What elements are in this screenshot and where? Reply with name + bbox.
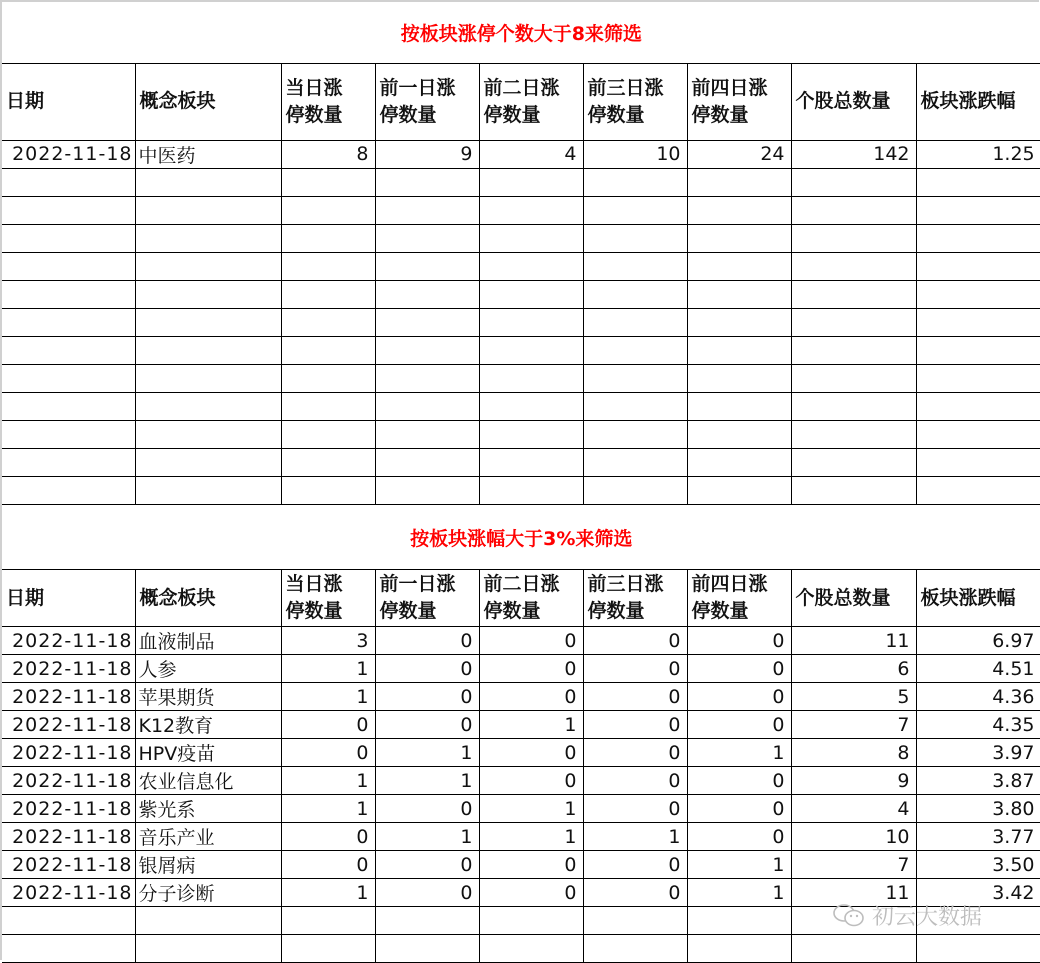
cell-d1[interactable]: 0	[375, 627, 479, 655]
empty-cell[interactable]	[916, 476, 1040, 504]
table-gain-filter	[2, 504, 1040, 963]
cell-d1[interactable]: 0	[375, 655, 479, 683]
cell-today[interactable]: 0	[281, 739, 375, 767]
cell-d2[interactable]: 0	[479, 683, 583, 711]
empty-cell[interactable]	[687, 196, 791, 224]
cell-change[interactable]: 1.25	[916, 140, 1040, 168]
cell-sector[interactable]: 银屑病	[135, 851, 281, 879]
cell-today[interactable]: 0	[281, 711, 375, 739]
cell-total[interactable]: 8	[791, 739, 916, 767]
empty-cell[interactable]	[2, 168, 135, 196]
empty-cell[interactable]	[687, 448, 791, 476]
cell-sector[interactable]: 中医药	[135, 140, 281, 168]
empty-cell[interactable]	[583, 364, 687, 392]
empty-cell[interactable]	[916, 420, 1040, 448]
cell-total[interactable]: 11	[791, 627, 916, 655]
cell-today[interactable]: 1	[281, 655, 375, 683]
empty-cell[interactable]	[479, 308, 583, 336]
empty-cell[interactable]	[479, 196, 583, 224]
empty-cell[interactable]	[135, 224, 281, 252]
empty-cell[interactable]	[135, 196, 281, 224]
empty-cell[interactable]	[2, 476, 135, 504]
cell-d3[interactable]: 0	[583, 739, 687, 767]
empty-cell[interactable]	[479, 224, 583, 252]
empty-cell[interactable]	[281, 168, 375, 196]
table-row	[2, 767, 1040, 795]
cell-date[interactable]: 2022-11-18	[2, 879, 135, 907]
empty-cell[interactable]	[583, 252, 687, 280]
header-sector: 概念板块	[135, 570, 281, 627]
table2-header-row	[2, 570, 1040, 627]
cell-d1[interactable]: 1	[375, 767, 479, 795]
empty-cell[interactable]	[479, 336, 583, 364]
empty-cell[interactable]	[916, 392, 1040, 420]
cell-d2[interactable]: 0	[479, 879, 583, 907]
empty-cell[interactable]	[2, 364, 135, 392]
table-row	[2, 795, 1040, 823]
empty-cell[interactable]	[479, 420, 583, 448]
cell-d3[interactable]: 0	[583, 767, 687, 795]
empty-cell[interactable]	[916, 448, 1040, 476]
empty-row	[2, 448, 1040, 476]
empty-cell[interactable]	[687, 168, 791, 196]
cell-d4[interactable]: 0	[687, 795, 791, 823]
header-d2-limitup: 前二日涨 停数量	[479, 570, 583, 627]
cell-sector[interactable]: 人参	[135, 655, 281, 683]
empty-cell[interactable]	[281, 392, 375, 420]
empty-cell[interactable]	[479, 252, 583, 280]
empty-cell[interactable]	[375, 280, 479, 308]
cell-d4[interactable]: 1	[687, 739, 791, 767]
cell-total[interactable]: 9	[791, 767, 916, 795]
empty-cell[interactable]	[479, 935, 583, 963]
empty-cell[interactable]	[281, 280, 375, 308]
cell-today[interactable]: 0	[281, 851, 375, 879]
empty-cell[interactable]	[916, 252, 1040, 280]
empty-cell[interactable]	[135, 364, 281, 392]
empty-cell[interactable]	[375, 392, 479, 420]
cell-sector[interactable]: 农业信息化	[135, 767, 281, 795]
empty-cell[interactable]	[916, 364, 1040, 392]
empty-cell[interactable]	[687, 420, 791, 448]
empty-cell[interactable]	[791, 280, 916, 308]
cell-sector[interactable]: 紫光系	[135, 795, 281, 823]
cell-total[interactable]: 7	[791, 711, 916, 739]
empty-cell[interactable]	[583, 392, 687, 420]
cell-date[interactable]: 2022-11-18	[2, 767, 135, 795]
header-today-limitup: 当日涨 停数量	[281, 63, 375, 140]
table1-body	[2, 140, 1040, 504]
empty-cell[interactable]	[375, 448, 479, 476]
cell-d4[interactable]: 0	[687, 627, 791, 655]
empty-cell[interactable]	[916, 196, 1040, 224]
cell-d4[interactable]: 0	[687, 711, 791, 739]
cell-d3[interactable]: 0	[583, 795, 687, 823]
cell-date[interactable]: 2022-11-18	[2, 739, 135, 767]
cell-sector[interactable]: 音乐产业	[135, 823, 281, 851]
empty-cell[interactable]	[2, 448, 135, 476]
table-limit-up-filter	[2, 2, 1040, 505]
empty-cell[interactable]	[791, 907, 916, 935]
empty-cell[interactable]	[2, 224, 135, 252]
cell-d3[interactable]: 0	[583, 655, 687, 683]
empty-cell[interactable]	[281, 364, 375, 392]
cell-date[interactable]: 2022-11-18	[2, 711, 135, 739]
cell-today[interactable]: 8	[281, 140, 375, 168]
cell-change[interactable]: 3.80	[916, 795, 1040, 823]
empty-row	[2, 196, 1040, 224]
cell-change[interactable]: 3.50	[916, 851, 1040, 879]
cell-d4[interactable]: 1	[687, 851, 791, 879]
empty-cell[interactable]	[583, 224, 687, 252]
header-d3-limitup: 前三日涨 停数量	[583, 570, 687, 627]
empty-cell[interactable]	[916, 280, 1040, 308]
empty-cell[interactable]	[791, 168, 916, 196]
cell-d1[interactable]: 1	[375, 739, 479, 767]
empty-cell[interactable]	[687, 280, 791, 308]
cell-sector[interactable]: 苹果期货	[135, 683, 281, 711]
empty-cell[interactable]	[583, 196, 687, 224]
empty-cell[interactable]	[479, 280, 583, 308]
empty-cell[interactable]	[135, 336, 281, 364]
header-d1-limitup: 前一日涨 停数量	[375, 570, 479, 627]
cell-change[interactable]: 4.35	[916, 711, 1040, 739]
empty-cell[interactable]	[583, 336, 687, 364]
empty-cell[interactable]	[281, 336, 375, 364]
cell-date[interactable]: 2022-11-18	[2, 795, 135, 823]
cell-sector[interactable]: K12教育	[135, 711, 281, 739]
empty-cell[interactable]	[281, 252, 375, 280]
cell-today[interactable]: 1	[281, 795, 375, 823]
empty-cell[interactable]	[791, 224, 916, 252]
cell-change[interactable]: 3.77	[916, 823, 1040, 851]
empty-cell[interactable]	[375, 224, 479, 252]
empty-cell[interactable]	[135, 252, 281, 280]
empty-cell[interactable]	[135, 280, 281, 308]
empty-cell[interactable]	[2, 252, 135, 280]
empty-cell[interactable]	[583, 476, 687, 504]
cell-d1[interactable]: 0	[375, 851, 479, 879]
empty-cell[interactable]	[583, 907, 687, 935]
cell-date[interactable]: 2022-11-18	[2, 655, 135, 683]
empty-cell[interactable]	[2, 392, 135, 420]
empty-cell[interactable]	[791, 392, 916, 420]
table-row	[2, 711, 1040, 739]
table-row	[2, 879, 1040, 907]
empty-cell[interactable]	[135, 392, 281, 420]
empty-cell[interactable]	[791, 364, 916, 392]
cell-change[interactable]: 3.42	[916, 879, 1040, 907]
table1-header-row	[2, 63, 1040, 140]
header-sector-change: 板块涨跌幅	[916, 570, 1040, 627]
empty-cell[interactable]	[2, 935, 135, 963]
header-d2-limitup: 前二日涨 停数量	[479, 63, 583, 140]
empty-cell[interactable]	[916, 308, 1040, 336]
empty-row	[2, 252, 1040, 280]
cell-date[interactable]: 2022-11-18	[2, 823, 135, 851]
cell-d3[interactable]: 0	[583, 879, 687, 907]
cell-d1[interactable]: 9	[375, 140, 479, 168]
empty-cell[interactable]	[687, 364, 791, 392]
header-d4-limitup: 前四日涨 停数量	[687, 63, 791, 140]
cell-total[interactable]: 11	[791, 879, 916, 907]
empty-row	[2, 476, 1040, 504]
empty-cell[interactable]	[2, 420, 135, 448]
cell-change[interactable]: 4.51	[916, 655, 1040, 683]
empty-row	[2, 364, 1040, 392]
empty-cell[interactable]	[375, 420, 479, 448]
cell-sector[interactable]: HPV疫苗	[135, 739, 281, 767]
empty-cell[interactable]	[916, 168, 1040, 196]
cell-sector[interactable]: 血液制品	[135, 627, 281, 655]
table-row	[2, 823, 1040, 851]
empty-cell[interactable]	[281, 907, 375, 935]
empty-cell[interactable]	[135, 907, 281, 935]
empty-cell[interactable]	[375, 336, 479, 364]
empty-cell[interactable]	[375, 196, 479, 224]
cell-d2[interactable]: 1	[479, 823, 583, 851]
cell-d3[interactable]: 0	[583, 627, 687, 655]
cell-d3[interactable]: 0	[583, 851, 687, 879]
header-date: 日期	[2, 570, 135, 627]
empty-cell[interactable]	[135, 935, 281, 963]
empty-cell[interactable]	[583, 935, 687, 963]
empty-cell[interactable]	[479, 476, 583, 504]
empty-cell[interactable]	[791, 308, 916, 336]
cell-d2[interactable]: 0	[479, 655, 583, 683]
empty-cell[interactable]	[375, 935, 479, 963]
cell-total[interactable]: 5	[791, 683, 916, 711]
cell-change[interactable]: 6.97	[916, 627, 1040, 655]
cell-d4[interactable]: 0	[687, 683, 791, 711]
cell-total[interactable]: 142	[791, 140, 916, 168]
empty-cell[interactable]	[791, 336, 916, 364]
empty-cell[interactable]	[281, 476, 375, 504]
watermark-text: 初云大数据	[872, 905, 983, 930]
empty-cell[interactable]	[135, 448, 281, 476]
cell-date[interactable]: 2022-11-18	[2, 627, 135, 655]
header-total-stocks: 个股总数量	[791, 570, 916, 627]
header-d1-limitup: 前一日涨 停数量	[375, 63, 479, 140]
cell-d2[interactable]: 0	[479, 739, 583, 767]
empty-cell[interactable]	[479, 364, 583, 392]
table-row	[2, 655, 1040, 683]
cell-d4[interactable]: 0	[687, 655, 791, 683]
empty-row	[2, 308, 1040, 336]
empty-cell[interactable]	[135, 476, 281, 504]
empty-cell[interactable]	[375, 907, 479, 935]
cell-total[interactable]: 4	[791, 795, 916, 823]
table-row	[2, 851, 1040, 879]
cell-d1[interactable]: 0	[375, 795, 479, 823]
cell-d3[interactable]: 0	[583, 683, 687, 711]
empty-cell[interactable]	[375, 476, 479, 504]
cell-d2[interactable]: 4	[479, 140, 583, 168]
empty-cell[interactable]	[281, 196, 375, 224]
empty-cell[interactable]	[135, 168, 281, 196]
cell-d2[interactable]: 0	[479, 627, 583, 655]
empty-cell[interactable]	[375, 168, 479, 196]
empty-cell[interactable]	[583, 280, 687, 308]
empty-cell[interactable]	[583, 448, 687, 476]
header-sector-change: 板块涨跌幅	[916, 63, 1040, 140]
cell-today[interactable]: 3	[281, 627, 375, 655]
header-d3-limitup: 前三日涨 停数量	[583, 63, 687, 140]
empty-row	[2, 907, 1040, 935]
empty-cell[interactable]	[135, 308, 281, 336]
header-total-stocks: 个股总数量	[791, 63, 916, 140]
empty-cell[interactable]	[916, 907, 1040, 935]
cell-d2[interactable]: 1	[479, 795, 583, 823]
empty-cell[interactable]	[479, 392, 583, 420]
empty-cell[interactable]	[791, 476, 916, 504]
cell-d2[interactable]: 1	[479, 711, 583, 739]
empty-cell[interactable]	[479, 448, 583, 476]
table-row	[2, 140, 1040, 168]
empty-cell[interactable]	[135, 420, 281, 448]
cell-d4[interactable]: 0	[687, 767, 791, 795]
cell-d1[interactable]: 0	[375, 711, 479, 739]
empty-cell[interactable]	[479, 907, 583, 935]
empty-cell[interactable]	[791, 252, 916, 280]
cell-change[interactable]: 3.97	[916, 739, 1040, 767]
empty-row	[2, 280, 1040, 308]
empty-cell[interactable]	[583, 168, 687, 196]
cell-d3[interactable]: 10	[583, 140, 687, 168]
empty-cell[interactable]	[583, 420, 687, 448]
empty-cell[interactable]	[2, 907, 135, 935]
empty-cell[interactable]	[2, 336, 135, 364]
cell-d3[interactable]: 1	[583, 823, 687, 851]
cell-sector[interactable]: 分子诊断	[135, 879, 281, 907]
cell-change[interactable]: 3.87	[916, 767, 1040, 795]
empty-cell[interactable]	[375, 252, 479, 280]
empty-row	[2, 392, 1040, 420]
empty-row	[2, 168, 1040, 196]
cell-d2[interactable]: 0	[479, 851, 583, 879]
empty-cell[interactable]	[583, 308, 687, 336]
header-d4-limitup: 前四日涨 停数量	[687, 570, 791, 627]
empty-cell[interactable]	[791, 935, 916, 963]
empty-cell[interactable]	[375, 308, 479, 336]
cell-date[interactable]: 2022-11-18	[2, 851, 135, 879]
empty-row	[2, 935, 1040, 963]
empty-cell[interactable]	[687, 476, 791, 504]
cell-d1[interactable]: 0	[375, 879, 479, 907]
empty-cell[interactable]	[281, 224, 375, 252]
cell-date[interactable]: 2022-11-18	[2, 683, 135, 711]
empty-cell[interactable]	[2, 196, 135, 224]
cell-change[interactable]: 4.36	[916, 683, 1040, 711]
empty-cell[interactable]	[687, 224, 791, 252]
empty-cell[interactable]	[281, 448, 375, 476]
empty-cell[interactable]	[687, 935, 791, 963]
empty-cell[interactable]	[375, 364, 479, 392]
cell-today[interactable]: 1	[281, 879, 375, 907]
empty-cell[interactable]	[2, 308, 135, 336]
cell-d2[interactable]: 0	[479, 767, 583, 795]
header-sector: 概念板块	[135, 63, 281, 140]
empty-cell[interactable]	[281, 935, 375, 963]
cell-today[interactable]: 1	[281, 767, 375, 795]
empty-cell[interactable]	[687, 392, 791, 420]
table-row	[2, 627, 1040, 655]
cell-d4[interactable]: 0	[687, 823, 791, 851]
cell-d4[interactable]: 24	[687, 140, 791, 168]
cell-total[interactable]: 7	[791, 851, 916, 879]
empty-row	[2, 224, 1040, 252]
header-date: 日期	[2, 63, 135, 140]
empty-cell[interactable]	[687, 907, 791, 935]
empty-cell[interactable]	[281, 308, 375, 336]
table2-title: 按板块涨幅大于3%来筛选	[2, 505, 1040, 570]
empty-cell[interactable]	[479, 168, 583, 196]
cell-total[interactable]: 10	[791, 823, 916, 851]
cell-date[interactable]: 2022-11-18	[2, 140, 135, 168]
header-today-limitup: 当日涨 停数量	[281, 570, 375, 627]
empty-cell[interactable]	[687, 252, 791, 280]
empty-cell[interactable]	[687, 336, 791, 364]
empty-cell[interactable]	[791, 196, 916, 224]
table2-body	[2, 627, 1040, 963]
empty-cell[interactable]	[916, 224, 1040, 252]
table-row	[2, 739, 1040, 767]
cell-d4[interactable]: 1	[687, 879, 791, 907]
cell-today[interactable]: 1	[281, 683, 375, 711]
cell-d1[interactable]: 1	[375, 823, 479, 851]
empty-cell[interactable]	[791, 448, 916, 476]
empty-cell[interactable]	[2, 280, 135, 308]
empty-row	[2, 420, 1040, 448]
empty-cell[interactable]	[791, 420, 916, 448]
cell-d3[interactable]: 0	[583, 711, 687, 739]
cell-today[interactable]: 0	[281, 823, 375, 851]
table1-title: 按板块涨停个数大于8来筛选	[2, 2, 1040, 63]
cell-total[interactable]: 6	[791, 655, 916, 683]
empty-cell[interactable]	[281, 420, 375, 448]
empty-cell[interactable]	[916, 336, 1040, 364]
cell-d1[interactable]: 0	[375, 683, 479, 711]
empty-cell[interactable]	[916, 935, 1040, 963]
empty-cell[interactable]	[687, 308, 791, 336]
empty-row	[2, 336, 1040, 364]
table-row	[2, 683, 1040, 711]
